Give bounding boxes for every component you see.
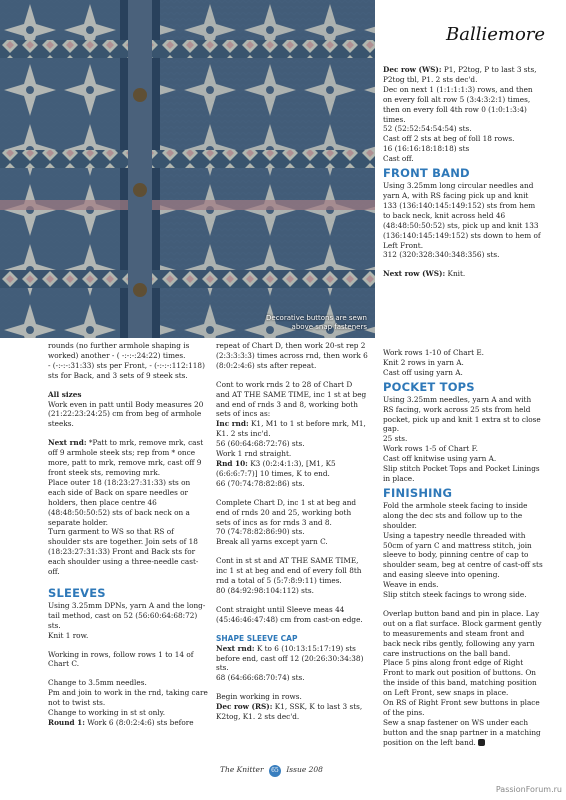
- pattern-line: rounds (no further armhole shaping is worked) another - ( -:-:-:24:22) times.: [48, 341, 190, 360]
- pattern-line: Dec row (RS): K1, SSK, K to last 3 sts, K2tog, K1. 2 sts dec'd.: [216, 702, 363, 722]
- pattern-line: Work 1 rnd straight.: [216, 449, 292, 459]
- page-title: Balliemore: [446, 24, 546, 45]
- magazine-name: The Knitter: [220, 765, 264, 774]
- subsection-heading: SHAPE SLEEVE CAP: [216, 633, 298, 643]
- pattern-line: Inc rnd: K1, M1 to 1 st before mrk, M1, K1. 2 sts inc'd.: [216, 419, 366, 439]
- pattern-line: Using a tapestry needle threaded with 50cm of yarn C and mattress stitch, join sleeve to body, pinning centre of cap to shoulder seam, beg at centre of cast-off sts and easing sleeve into opening.: [383, 530, 543, 580]
- pattern-line: Next row (WS): Knit.: [383, 269, 466, 279]
- pattern-line: 56 (60:64:68:72:76) sts.: [216, 439, 305, 449]
- pattern-line: Cont to work rnds 2 to 28 of Chart D and AT THE SAME TIME, inc 1 st at beg and end of rnds 3 and 8, working both sets of incs as:: [216, 379, 367, 419]
- pattern-line: Cont straight until Sleeve meas 44 (45:46:46:47:48) cm from cast-on edge.: [216, 604, 363, 624]
- pattern-line: 52 (52:52:54:54:54) sts.: [383, 124, 472, 134]
- pattern-line: Work rows 1-5 of Chart F.: [383, 444, 478, 454]
- pattern-line: Next rnd: K to 6 (10:13:15:17:19) sts before end, cast off 12 (20:26:30:34:38) sts.: [216, 643, 364, 673]
- pattern-line: Slip stitch steek facings to wrong side.: [383, 590, 527, 600]
- pattern-line: Complete Chart D, inc 1 st at beg and end of rnds 20 and 25, working both sets of incs as for rnds 3 and 8.: [216, 497, 357, 527]
- pattern-line: Weave in ends.: [383, 580, 439, 590]
- pattern-line: Change to 3.5mm needles.: [48, 678, 147, 688]
- pattern-line: - (-:-:-:31:33) sts per Front, - (-:-:-:112:118) sts for Back, and 3 sets of 9 steek sts.: [48, 360, 205, 380]
- pattern-line: Cast off using yarn A.: [383, 367, 463, 377]
- watermark: PassionForum.ru: [495, 785, 562, 794]
- pattern-line: Change to working in st st only.: [48, 708, 166, 718]
- pattern-line: repeat of Chart D, then work 20-st rep 2 (2:3:3:3:3) times across rnd, then work 6 (8:0:2:4:6) sts after repeat.: [216, 341, 368, 370]
- pattern-line: Cont in st st and AT THE SAME TIME, inc 1 st at beg and end of every foll 8th rnd a total of 5 (5:7:8:9:11) times.: [216, 556, 362, 586]
- pattern-line: All sizes: [48, 389, 82, 399]
- pattern-line: Working in rows, follow rows 1 to 14 of Chart C.: [48, 649, 194, 669]
- pattern-line: Knit 1 row.: [48, 630, 89, 640]
- pattern-line: On RS of Right Front sew buttons in place of the pins.: [383, 698, 540, 717]
- pattern-line: Slip stitch Pocket Tops and Pocket Linings in place.: [383, 464, 540, 483]
- column-3-top: [383, 65, 543, 279]
- end-mark-icon: [478, 739, 485, 746]
- pattern-line: Knit 2 rows in yarn A.: [383, 357, 464, 367]
- pattern-line: Cast off 2 sts at beg of foll 18 rows.: [383, 134, 515, 144]
- pattern-line: Using 3.25mm long circular needles and yarn A, with RS facing pick up and knit 133 (136:140:145:149:152) sts from hem to back neck, knit across held 46 (48:48:50:50:52) sts, pick up and knit 133 (136:140:145:149:152) sts down to hem of Left Front.: [383, 181, 541, 250]
- pattern-line: Using 3.25mm needles, yarn A and with RS facing, work across 25 sts from held pocket, pick up and knit 1 extra st to close gap.: [383, 394, 541, 434]
- pattern-line: Rnd 10: K3 (0:2:4:1:3), [M1, K5 (6:6:6:7:7)] 10 times, K to end.: [216, 458, 336, 478]
- pattern-line: Cast off knitwise using yarn A.: [383, 454, 497, 464]
- column-1: [48, 341, 208, 728]
- pattern-line: Dec on next 1 (1:1:1:1:3) rows, and then on every foll alt row 5 (3:4:3:2:1) times, then on every foll 4th row 0 (1:0:1:3:4) times.: [383, 84, 533, 124]
- column-3-bottom: [383, 348, 543, 748]
- page-number: 65: [269, 765, 281, 777]
- pattern-line: Overlap button band and pin in place. Lay out on a flat surface. Block garment gently to measurements and steam front and back neck ribs gently, following any yarn care instructions on the ball band.: [383, 608, 542, 658]
- pattern-line: Fold the armhole steek facing to inside along the dec sts and follow up to the shoulder.: [383, 500, 528, 530]
- pattern-line: 16 (16:16:18:18:18) sts: [383, 144, 470, 154]
- pattern-line: 80 (84:92:98:104:112) sts.: [216, 585, 314, 595]
- pattern-line: Begin working in rows.: [216, 692, 302, 702]
- pattern-line: Turn garment to WS so that RS of shoulder sts are together. Join sets of 18 (18:23:27:31:33) Front and Back sts for each shoulder using a three-needle cast-off.: [48, 527, 199, 577]
- section-heading: FRONT BAND: [383, 166, 470, 181]
- photo-caption: Decorative buttons are sewn above snap fasteners: [266, 314, 367, 331]
- pattern-line: Sew a snap fastener on WS under each button and the snap partner in a matching position on the left band.: [383, 717, 541, 747]
- pattern-line: 70 (74:78:82:86:90) sts.: [216, 527, 305, 537]
- fair-isle-knit-image: [0, 0, 375, 338]
- pattern-line: 66 (70:74:78:82:86) sts.: [216, 478, 305, 488]
- page-footer: [220, 765, 323, 777]
- pattern-line: 312 (320:328:340:348:356) sts.: [383, 250, 500, 260]
- pattern-line: Break all yarns except yarn C.: [216, 537, 328, 547]
- pattern-line: Cast off.: [383, 154, 414, 164]
- pattern-line: Pm and join to work in the rnd, taking care not to twist sts.: [48, 688, 208, 708]
- pattern-line: Dec row (WS): P1, P2tog, P to last 3 sts, P2tog tbl, P1. 2 sts dec'd.: [383, 65, 537, 84]
- pattern-line: Round 1: Work 6 (8:0:2:4:6) sts before: [48, 718, 194, 727]
- pattern-line: Place outer 18 (18:23:27:31:33) sts on each side of Back on spare needles or holders, then place centre 46 (48:48:50:50:52) sts of back neck on a separate holder.: [48, 477, 191, 527]
- pattern-line: Work rows 1-10 of Chart E.: [383, 348, 484, 357]
- pattern-line: Using 3.25mm DPNs, yarn A and the long-tail method, cast on 52 (56:60:64:68:72) sts.: [48, 600, 206, 630]
- section-heading: SLEEVES: [48, 585, 106, 600]
- pattern-line: Place 5 pins along front edge of Right Front to mark out position of buttons. On the inside of this band, matching position on Left Front, sew snaps in place.: [383, 658, 537, 698]
- section-heading: FINISHING: [383, 485, 453, 500]
- sweater-photo: [0, 0, 375, 338]
- issue-number: Issue 208: [286, 765, 323, 774]
- pattern-line: Next rnd: *Patt to mrk, remove mrk, cast off 9 armhole steek sts; rep from * once more, patt to mrk, remove mrk, cast off 9 front steek sts, removing mrk.: [48, 438, 204, 477]
- pattern-line: Work even in patt until Body measures 20 (21:22:23:24:25) cm from beg of armhole steeks.: [48, 399, 204, 429]
- pattern-line: 68 (64:66:68:70:74) sts.: [216, 673, 305, 683]
- section-heading: POCKET TOPS: [383, 379, 475, 394]
- column-2: [216, 341, 368, 722]
- pattern-line: 25 sts.: [383, 434, 408, 444]
